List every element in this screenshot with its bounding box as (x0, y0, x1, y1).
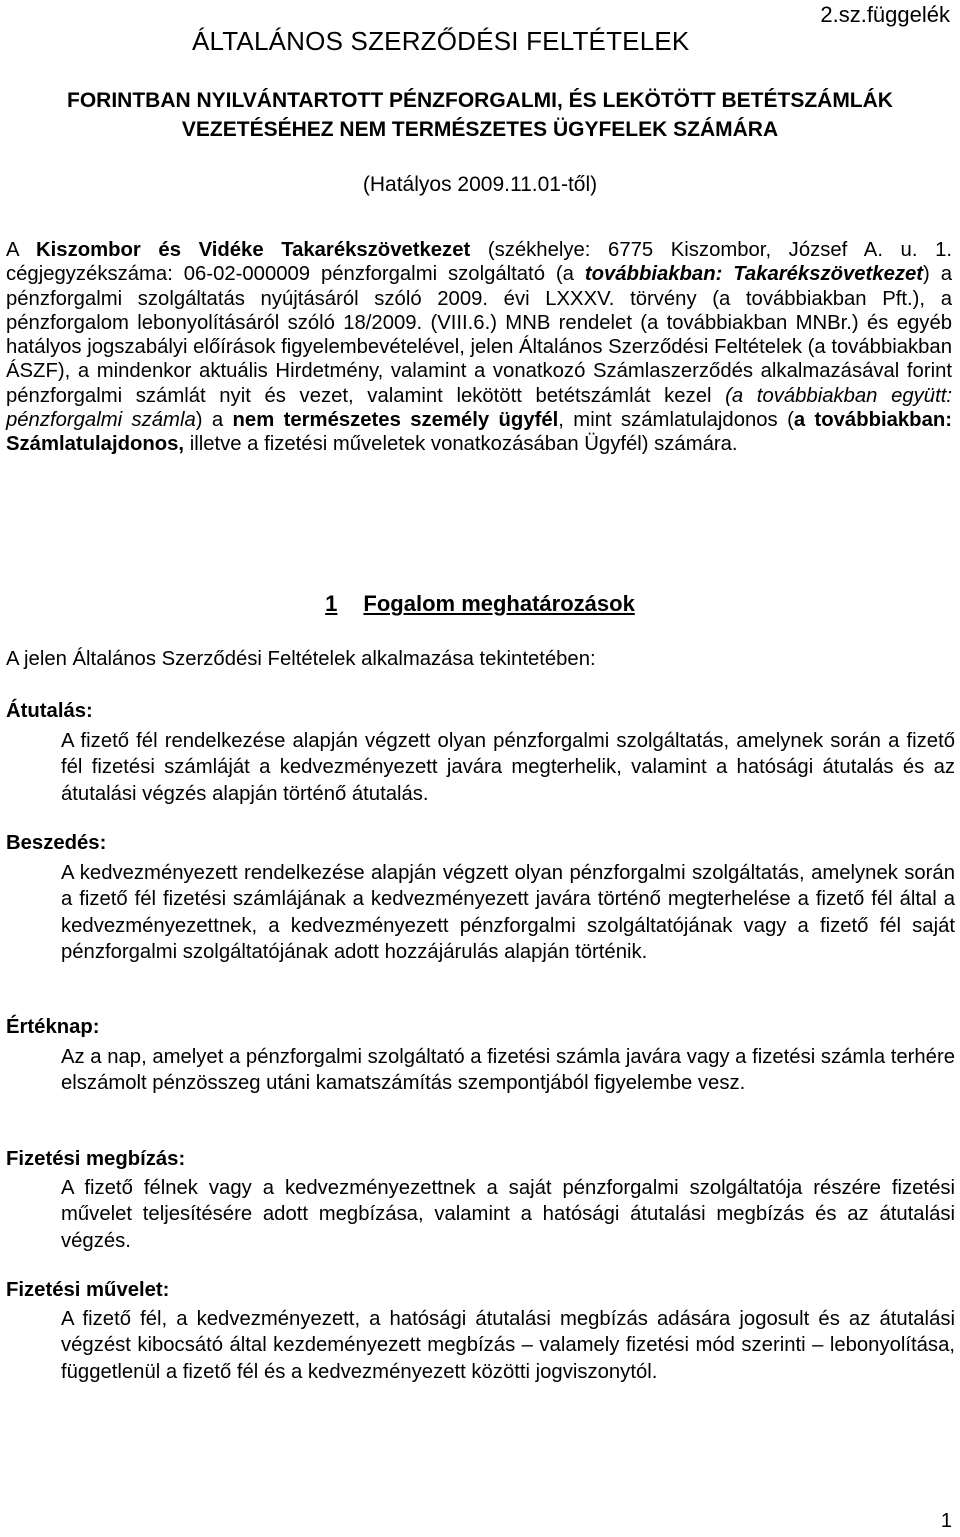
definition-body: Az a nap, amelyet a pénzforgalmi szolgáltató a fizetési számla javára vagy a fizetési számla terhére elszámolt pénzösszeg utáni kamatszámítás szempontjából figyelembe vesz. (61, 1046, 955, 1095)
intro-paragraph (6, 238, 952, 457)
definition-body: A fizető fél, a kedvezményezett, a hatósági átutalási megbízás adására jogosult és az átutalási végzést kibocsátó által kezdeményezett megbízás – valamely fizetési mód szerinti – lebonyolítása, függetlenül a fizető fél és a kedvezményezett közötti jogviszonytól. (61, 1308, 955, 1383)
effective-date: (Hatályos 2009.11.01-től) (362, 173, 598, 196)
section-title: Fogalom meghatározások (363, 591, 635, 616)
page-number: 1 (940, 1510, 952, 1532)
defined-term: (a továbbiakban együtt: pénzforgalmi számla (6, 384, 952, 432)
intro-text: ) a pénzforgalmi szolgáltatás nyújtásáról szóló 2009. évi LXXXV. törvény (a továbbiakban Pft.), a pénzforgalom lebonyolításáról szóló 18/2009. (VIII.6.) MNB rendelet (a továbbiakban MNBr.) és egyéb hatályos jogszabályi előírások figyelembevételével, jelen Általános Szerződési Feltételek (a továbbiakban ÁSZF), a mindenkor aktuális Hirdetmény, valamint a vonatkozó Számlaszerződés alkalmazásával forint pénzforgalmi számlát nyit és vezet, valamint lekötött betétszámlát kezel (6, 263, 953, 407)
subtitle-line-2: VEZETÉSÉHEZ NEM TERMÉSZETES ÜGYFELEK SZÁMÁRA (181, 118, 779, 141)
section-heading (0, 591, 960, 617)
intro-text: ( (777, 409, 794, 432)
definition-term: Fizetési művelet: (6, 1279, 170, 1301)
definition-body: A fizető félnek vagy a kedvezményezettnek a saját pénzforgalmi szolgáltatója részére fizetési művelet teljesítésére adott megbízása, valamint a hatósági átutalási megbízás és az átutalási végzés. (61, 1177, 955, 1252)
definition-term: Beszedés: (6, 832, 107, 854)
subtitle-line-1: FORINTBAN NYILVÁNTARTOTT PÉNZFORGALMI, ÉS LEKÖTÖTT BETÉTSZÁMLÁK (67, 89, 893, 112)
section-lead: A jelen Általános Szerződési Feltételek alkalmazása tekintetében: (6, 648, 596, 670)
definition-body: A fizető fél rendelkezése alapján végzett olyan pénzforgalmi szolgáltatás, amelynek során a fizető fél fizetési számláját a kedvezményezett javára megterhelik, valamint a hatósági átutalás és az átutalási végzés alapján történő átutalás. (61, 730, 955, 805)
defined-term: továbbiakban: Takarékszövetkezet (584, 263, 924, 286)
definition-term: Fizetési megbízás: (6, 1148, 186, 1170)
intro-text: , mint számlatulajdonos (558, 409, 778, 432)
definition-term: Átutalás: (6, 700, 93, 722)
appendix-label: 2.sz.függelék (820, 2, 950, 27)
client-type: nem természetes személy ügyfél (232, 409, 559, 432)
intro-text: ) a (195, 409, 233, 432)
section-number: 1 (325, 591, 338, 616)
intro-text: illetve a fizetési műveletek vonatkozásában Ügyfél) számára. (184, 433, 738, 456)
definition-term: Értéknap: (6, 1016, 100, 1038)
defined-term: a továbbiakban: Számlatulajdonos, (6, 409, 952, 456)
bank-name: Kiszombor és Vidéke Takarékszövetkezet (36, 239, 471, 261)
document-subtitle (0, 86, 960, 144)
definition-body: A kedvezményezett rendelkezése alapján végzett olyan pénzforgalmi szolgáltatás, amelynek során a fizető fél fizetési számlájának a kedvezményezett javára történő megterhelése a fizető fél által a kedvezményezettnek, a kedvezményezett pénzforgalmi szolgáltatójának vagy a fizető fél saját pénzforgalmi szolgáltatójának adott hozzájárulás alapján történik. (61, 862, 955, 963)
document-title: ÁLTALÁNOS SZERZŐDÉSI FELTÉTELEK (192, 26, 690, 56)
intro-text: (székhelye: 6775 Kiszombor, József A. u. 1. cégjegyzékszáma: 06-02-000009 pénzforgalmi szolgáltató (a (6, 239, 952, 286)
intro-text: A (6, 239, 37, 261)
